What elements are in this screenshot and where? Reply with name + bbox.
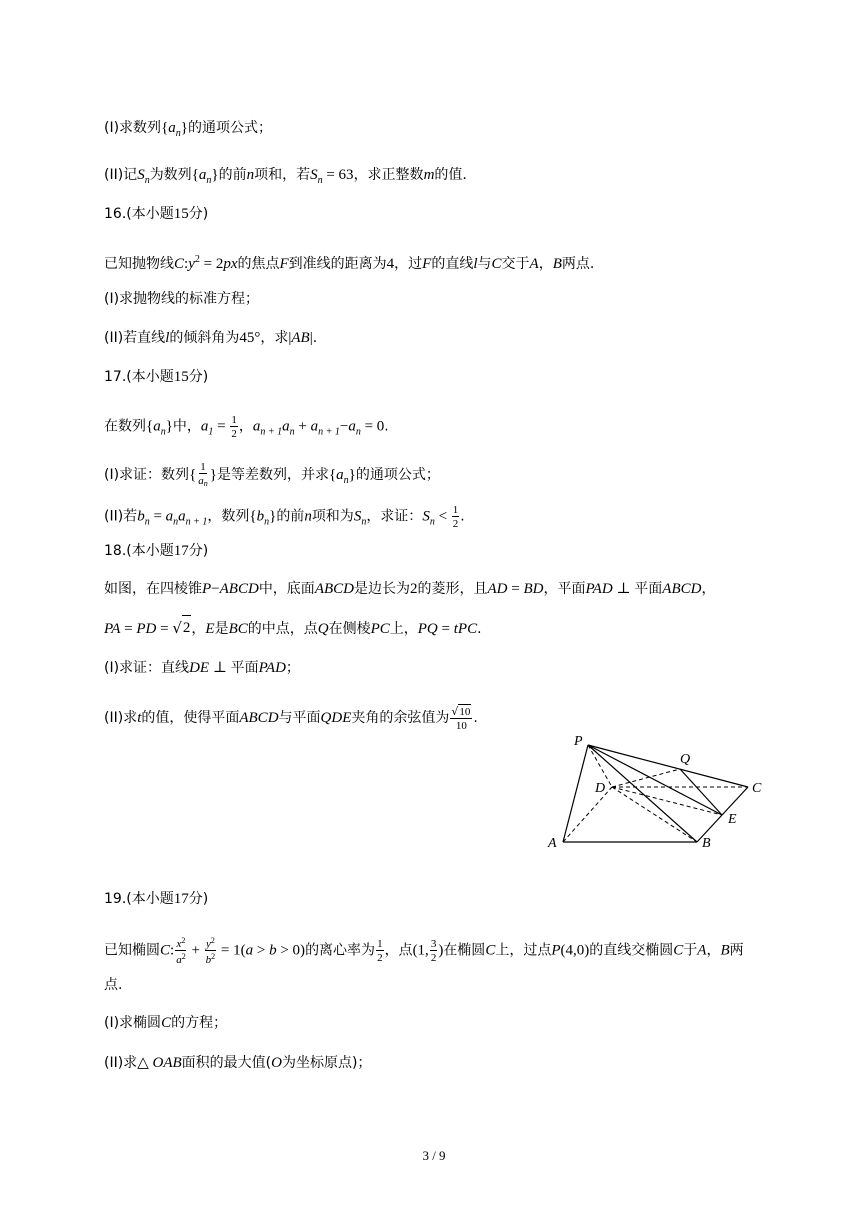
- math-symbol: > 0): [276, 942, 306, 959]
- math-symbol: }: [269, 508, 277, 525]
- math-variable: b: [256, 508, 265, 525]
- math-variable: O: [271, 1055, 282, 1071]
- math-symbol: 2: [182, 620, 191, 636]
- text-run: 19.(本小题: [104, 891, 174, 907]
- math-symbol: |: [288, 330, 292, 346]
- text-run: ，: [538, 256, 553, 272]
- q18-stem-line1: [104, 577, 715, 601]
- math-variable: PA: [104, 621, 121, 637]
- pyramid-figure: [540, 725, 775, 855]
- math-variable: E: [205, 621, 215, 637]
- text-run: .: [384, 418, 389, 435]
- q17-part2: [104, 503, 465, 530]
- math-symbol: 10: [455, 720, 467, 732]
- math-symbol: −: [339, 418, 349, 435]
- q17-part1: [104, 460, 440, 488]
- text-run: 在数列: [104, 418, 146, 435]
- math-symbol: }: [211, 167, 219, 183]
- text-run: .: [473, 710, 478, 726]
- q19-part1: [104, 1011, 227, 1035]
- square-root: [451, 704, 471, 718]
- q18-heading: [104, 539, 208, 563]
- math-symbol: 17: [173, 543, 189, 559]
- square-root: [172, 615, 191, 640]
- radicand: [182, 615, 192, 640]
- radical-sign: √: [172, 619, 182, 637]
- math-variable: C: [673, 942, 684, 959]
- text-run: ，求: [260, 330, 289, 346]
- fraction-denominator: [452, 517, 460, 530]
- math-variable: ABCD: [314, 581, 354, 597]
- fraction: [376, 937, 384, 964]
- math-symbol: ⊥: [612, 581, 635, 597]
- text-run: ，点: [384, 942, 413, 959]
- superscript: 2: [181, 952, 186, 961]
- math-symbol: = 63: [322, 167, 354, 183]
- q16-part1: [104, 287, 259, 311]
- text-run: ，过: [394, 256, 423, 272]
- math-variable: S: [353, 508, 362, 525]
- math-symbol: 1: [452, 504, 459, 516]
- text-run: 面积的最大值(: [181, 1055, 272, 1071]
- math-variable: QDE: [320, 710, 352, 726]
- text-run: (II)若: [104, 508, 138, 525]
- text-run: 点.: [104, 977, 123, 993]
- fraction-denominator: [175, 951, 187, 966]
- text-run: 平面: [230, 660, 259, 676]
- math-variable: PC: [370, 621, 390, 637]
- text-run: 上，: [389, 621, 418, 637]
- fraction-denominator: [376, 951, 384, 964]
- fraction-numerator: [430, 937, 438, 951]
- text-run: 的值.: [434, 167, 467, 183]
- math-variable: P: [551, 942, 561, 959]
- subscript: n: [429, 516, 435, 528]
- text-run: 分): [188, 206, 209, 222]
- math-variable: DE: [189, 660, 210, 676]
- q16-heading: [104, 202, 208, 226]
- math-symbol: =: [437, 621, 454, 637]
- text-run: 的直线交椭圆: [589, 942, 674, 959]
- math-symbol: {: [191, 167, 199, 183]
- text-run: 的离心率为: [305, 942, 376, 959]
- q18-stem-line2: [104, 615, 482, 639]
- text-run: 两: [729, 942, 744, 959]
- math-symbol: }: [180, 120, 188, 136]
- text-run: ，求证：: [366, 508, 423, 525]
- math-variable: BD: [523, 581, 544, 597]
- text-run: 是边长为: [353, 581, 410, 597]
- text-run: ，: [706, 942, 721, 959]
- page-number: 3 / 9: [422, 1148, 446, 1163]
- math-symbol: +: [294, 418, 311, 435]
- math-variable: ABCD: [662, 581, 702, 597]
- math-variable: F: [279, 256, 289, 272]
- text-run: 的值，使得平面: [141, 710, 240, 726]
- fraction-numerator: [230, 413, 238, 427]
- edge-QE: [680, 769, 722, 815]
- math-variable: m: [423, 167, 435, 183]
- math-variable: PAD: [258, 660, 286, 676]
- math-symbol: ⊥: [209, 660, 231, 676]
- text-run: ，数列: [207, 508, 250, 525]
- q16-stem: [104, 248, 594, 272]
- text-run: 平面: [634, 581, 663, 597]
- math-variable: S: [422, 508, 430, 525]
- math-symbol: :: [184, 256, 189, 272]
- math-symbol: {: [189, 467, 197, 483]
- subscript: n: [203, 479, 208, 488]
- fraction-denominator: [455, 719, 468, 732]
- math-variable: C: [485, 942, 496, 959]
- math-variable: AD: [487, 581, 508, 597]
- text-run: 中，底面: [258, 581, 315, 597]
- subscript: n: [343, 475, 349, 486]
- math-variable: a: [348, 418, 356, 435]
- text-run: 18.(本小题: [104, 543, 174, 559]
- text-run: 在侧棱: [328, 621, 371, 637]
- subscript: n: [206, 175, 212, 186]
- math-variable: t: [137, 710, 142, 726]
- math-variable: C: [491, 256, 502, 272]
- math-variable: a: [200, 418, 209, 435]
- edge-DE: [612, 787, 722, 815]
- text-run: 是等差数列，并求: [216, 467, 329, 483]
- math-symbol: +: [187, 942, 204, 959]
- text-run: ，: [191, 621, 206, 637]
- text-run: 到准线的距离为: [288, 256, 387, 272]
- text-run: 的前: [218, 167, 247, 183]
- subscript: n + 1: [318, 426, 340, 438]
- math-variable: a: [245, 942, 254, 959]
- fraction: [450, 704, 472, 732]
- q15-part1: [104, 116, 272, 140]
- label-D: D: [595, 781, 606, 796]
- math-variable: C: [174, 256, 185, 272]
- q17-heading: [104, 365, 208, 389]
- subscript: n: [144, 175, 150, 186]
- math-variable: OAB: [152, 1055, 182, 1071]
- math-variable: b: [269, 942, 277, 959]
- math-symbol: = 0: [360, 418, 385, 435]
- q19-stem-line1: [104, 935, 744, 966]
- text-run: (I)求抛物线的标准方程；: [104, 291, 260, 307]
- text-run: 夹角的余弦值为: [351, 710, 450, 726]
- text-run: 项和为: [311, 508, 354, 525]
- math-variable: px: [223, 256, 238, 272]
- text-run: ，求正整数: [353, 167, 424, 183]
- fraction-numerator: [205, 935, 216, 951]
- math-symbol: =: [156, 621, 173, 637]
- superscript: 2: [211, 952, 216, 961]
- text-run: 两点.: [561, 256, 595, 272]
- text-run: (I)求椭圆: [104, 1015, 162, 1031]
- math-symbol: }: [348, 467, 356, 483]
- math-symbol: =: [149, 508, 166, 525]
- subscript: n: [144, 516, 150, 528]
- math-variable: S: [137, 167, 145, 183]
- math-symbol: 15: [173, 206, 189, 222]
- math-symbol: {: [161, 120, 169, 136]
- math-symbol: {: [328, 467, 337, 483]
- math-symbol: 15: [173, 369, 189, 385]
- text-run: 的焦点: [237, 256, 280, 272]
- math-variable: y: [205, 938, 211, 950]
- math-variable: B: [552, 256, 562, 272]
- math-symbol: {: [146, 418, 154, 435]
- math-symbol: |: [309, 330, 313, 346]
- math-variable: l: [473, 256, 478, 272]
- text-run: (II)若直线: [104, 330, 166, 346]
- math-variable: C: [161, 1015, 172, 1031]
- math-variable: BC: [228, 621, 248, 637]
- text-run: 在椭圆: [443, 942, 486, 959]
- math-variable: PQ: [417, 621, 438, 637]
- text-run: (II)求: [104, 710, 138, 726]
- math-variable: S: [310, 167, 318, 183]
- edge-PA: [563, 745, 588, 842]
- text-run: 已知抛物线: [104, 256, 174, 272]
- math-variable: n: [246, 167, 255, 183]
- math-symbol: = 1(: [217, 942, 246, 959]
- text-run: 分): [188, 891, 209, 907]
- math-variable: A: [529, 256, 539, 272]
- subscript: n: [355, 426, 361, 438]
- math-variable: l: [165, 330, 170, 346]
- q19-part2: [104, 1051, 371, 1075]
- math-symbol: 1: [231, 414, 237, 426]
- math-variable: P: [202, 581, 212, 597]
- text-run: 是: [214, 621, 229, 637]
- math-variable: tPC: [453, 621, 478, 637]
- label-B: B: [702, 836, 711, 851]
- math-variable: a: [198, 167, 207, 183]
- label-E: E: [728, 812, 737, 827]
- math-symbol: (4,0): [560, 942, 590, 959]
- math-variable: a: [153, 418, 161, 435]
- text-run: 已知椭圆: [104, 942, 160, 959]
- math-symbol: 4: [386, 256, 395, 272]
- math-variable: Q: [317, 621, 329, 637]
- fraction-denominator: [197, 474, 209, 490]
- text-run: .: [477, 621, 482, 637]
- math-variable: B: [720, 942, 730, 959]
- text-run: (II)记: [104, 167, 138, 183]
- fraction: [430, 937, 438, 964]
- math-variable: C: [160, 942, 171, 959]
- math-symbol: <: [434, 508, 451, 525]
- q16-part2: [104, 326, 317, 350]
- text-run: ；: [285, 660, 300, 676]
- fraction-denominator: [205, 951, 217, 966]
- fraction-numerator: [452, 503, 460, 517]
- text-run: (I)求数列: [104, 120, 162, 136]
- fraction: [175, 935, 187, 966]
- fraction: [230, 413, 238, 440]
- fraction-denominator: [230, 427, 238, 440]
- math-symbol: △: [137, 1055, 153, 1071]
- subscript: n: [289, 426, 295, 438]
- math-symbol: 3: [430, 938, 437, 950]
- text-run: ，平面: [543, 581, 586, 597]
- text-run: .: [312, 330, 318, 346]
- math-symbol: (1,: [412, 942, 429, 959]
- radical-sign: √: [451, 705, 459, 718]
- text-run: 的直线: [431, 256, 474, 272]
- superscript: 2: [181, 936, 186, 945]
- math-symbol: >: [253, 942, 270, 959]
- subscript: n + 1: [260, 426, 283, 438]
- text-run: 16.(本小题: [104, 206, 174, 222]
- label-A: A: [548, 836, 557, 851]
- math-symbol: 1: [200, 461, 206, 473]
- edge-DQ: [612, 769, 680, 787]
- math-symbol: 2: [452, 518, 459, 530]
- text-run: 的通项公式；: [187, 120, 272, 136]
- math-symbol: }: [165, 418, 173, 435]
- q18-part1: [104, 656, 300, 680]
- superscript: 2: [194, 254, 200, 265]
- math-variable: PAD: [585, 581, 613, 597]
- math-variable: a: [178, 508, 186, 525]
- math-variable: a: [168, 120, 176, 136]
- label-P: P: [574, 734, 583, 749]
- math-variable: a: [282, 418, 290, 435]
- fraction-numerator: [376, 937, 384, 951]
- math-variable: a: [252, 418, 261, 435]
- text-run: 与平面: [278, 710, 321, 726]
- math-variable: ABCD: [239, 710, 279, 726]
- text-run: 交于: [501, 256, 530, 272]
- math-variable: PD: [136, 621, 157, 637]
- math-symbol: 45°: [239, 330, 261, 346]
- text-run: 上，过点: [495, 942, 552, 959]
- text-run: 如图，在四棱锥: [104, 581, 202, 597]
- math-variable: ABCD: [219, 581, 259, 597]
- math-variable: n: [304, 508, 312, 525]
- text-run: 为数列: [149, 167, 192, 183]
- math-symbol: }: [209, 467, 217, 483]
- math-symbol: =: [213, 418, 230, 435]
- label-C: C: [752, 781, 762, 796]
- subscript: n: [160, 426, 166, 438]
- math-symbol: 10: [459, 706, 471, 718]
- fraction-numerator: [199, 460, 207, 474]
- text-run: 与: [477, 256, 492, 272]
- text-run: 中，: [172, 418, 201, 435]
- text-run: 于: [683, 942, 698, 959]
- text-run: 项和，若: [254, 167, 311, 183]
- math-variable: A: [697, 942, 707, 959]
- subscript: 1: [208, 426, 214, 438]
- subscript: n: [173, 516, 179, 528]
- text-run: (II)求: [104, 1055, 138, 1071]
- math-symbol: ): [438, 942, 444, 959]
- radicand: [458, 704, 471, 718]
- math-variable: F: [422, 256, 432, 272]
- math-variable: a: [310, 418, 319, 435]
- subscript: n: [264, 516, 270, 528]
- math-variable: b: [137, 508, 145, 525]
- fraction-denominator: [430, 951, 438, 964]
- text-run: 分): [188, 543, 209, 559]
- subscript: n: [317, 175, 323, 186]
- math-variable: a: [336, 467, 344, 483]
- text-run: (I)求证：直线: [104, 660, 190, 676]
- text-run: 的通项公式；: [355, 467, 440, 483]
- q18-part2: [104, 704, 478, 732]
- math-symbol: −: [211, 581, 220, 597]
- math-symbol: = 2: [199, 256, 224, 272]
- text-run: ，: [238, 418, 253, 435]
- q19-stem-line2: [104, 973, 122, 997]
- text-run: (I)求证：数列: [104, 467, 190, 483]
- text-run: 的倾斜角为: [169, 330, 240, 346]
- math-variable: a: [198, 475, 204, 487]
- math-symbol: :: [170, 942, 175, 959]
- math-symbol: 2: [377, 952, 383, 964]
- fraction: [197, 460, 209, 490]
- math-variable: b: [205, 954, 212, 966]
- subscript: n + 1: [185, 516, 208, 528]
- text-run: ，: [701, 581, 716, 597]
- math-variable: a: [176, 954, 182, 966]
- text-run: .: [460, 508, 465, 525]
- q15-part2: [104, 163, 467, 187]
- fraction-numerator: [175, 935, 186, 951]
- math-symbol: {: [249, 508, 257, 525]
- math-variable: a: [165, 508, 174, 525]
- text-run: 的方程；: [171, 1015, 228, 1031]
- text-run: 的前: [276, 508, 305, 525]
- math-symbol: 1: [377, 938, 383, 950]
- math-symbol: =: [507, 581, 524, 597]
- q19-heading: [104, 887, 208, 911]
- fraction: [205, 935, 217, 966]
- fraction-numerator: [450, 704, 472, 719]
- math-symbol: 2: [430, 952, 437, 964]
- text-run: 分): [188, 369, 209, 385]
- math-variable: y: [188, 256, 195, 272]
- math-symbol: =: [120, 621, 137, 637]
- subscript: n: [175, 128, 181, 139]
- math-symbol: 17: [173, 891, 189, 907]
- math-variable: x: [176, 938, 182, 950]
- text-run: 的中点，点: [247, 621, 318, 637]
- math-symbol: 2: [231, 428, 237, 440]
- text-run: 17.(本小题: [104, 369, 174, 385]
- math-symbol: 2: [409, 581, 418, 597]
- label-Q: Q: [680, 752, 691, 767]
- text-run: 为坐标原点)；: [281, 1055, 372, 1071]
- subscript: n: [361, 516, 367, 528]
- q17-stem: [104, 413, 389, 440]
- math-variable: AB: [291, 330, 310, 346]
- fraction: [452, 503, 460, 530]
- text-run: 的菱形，且: [417, 581, 488, 597]
- superscript: 2: [210, 936, 215, 945]
